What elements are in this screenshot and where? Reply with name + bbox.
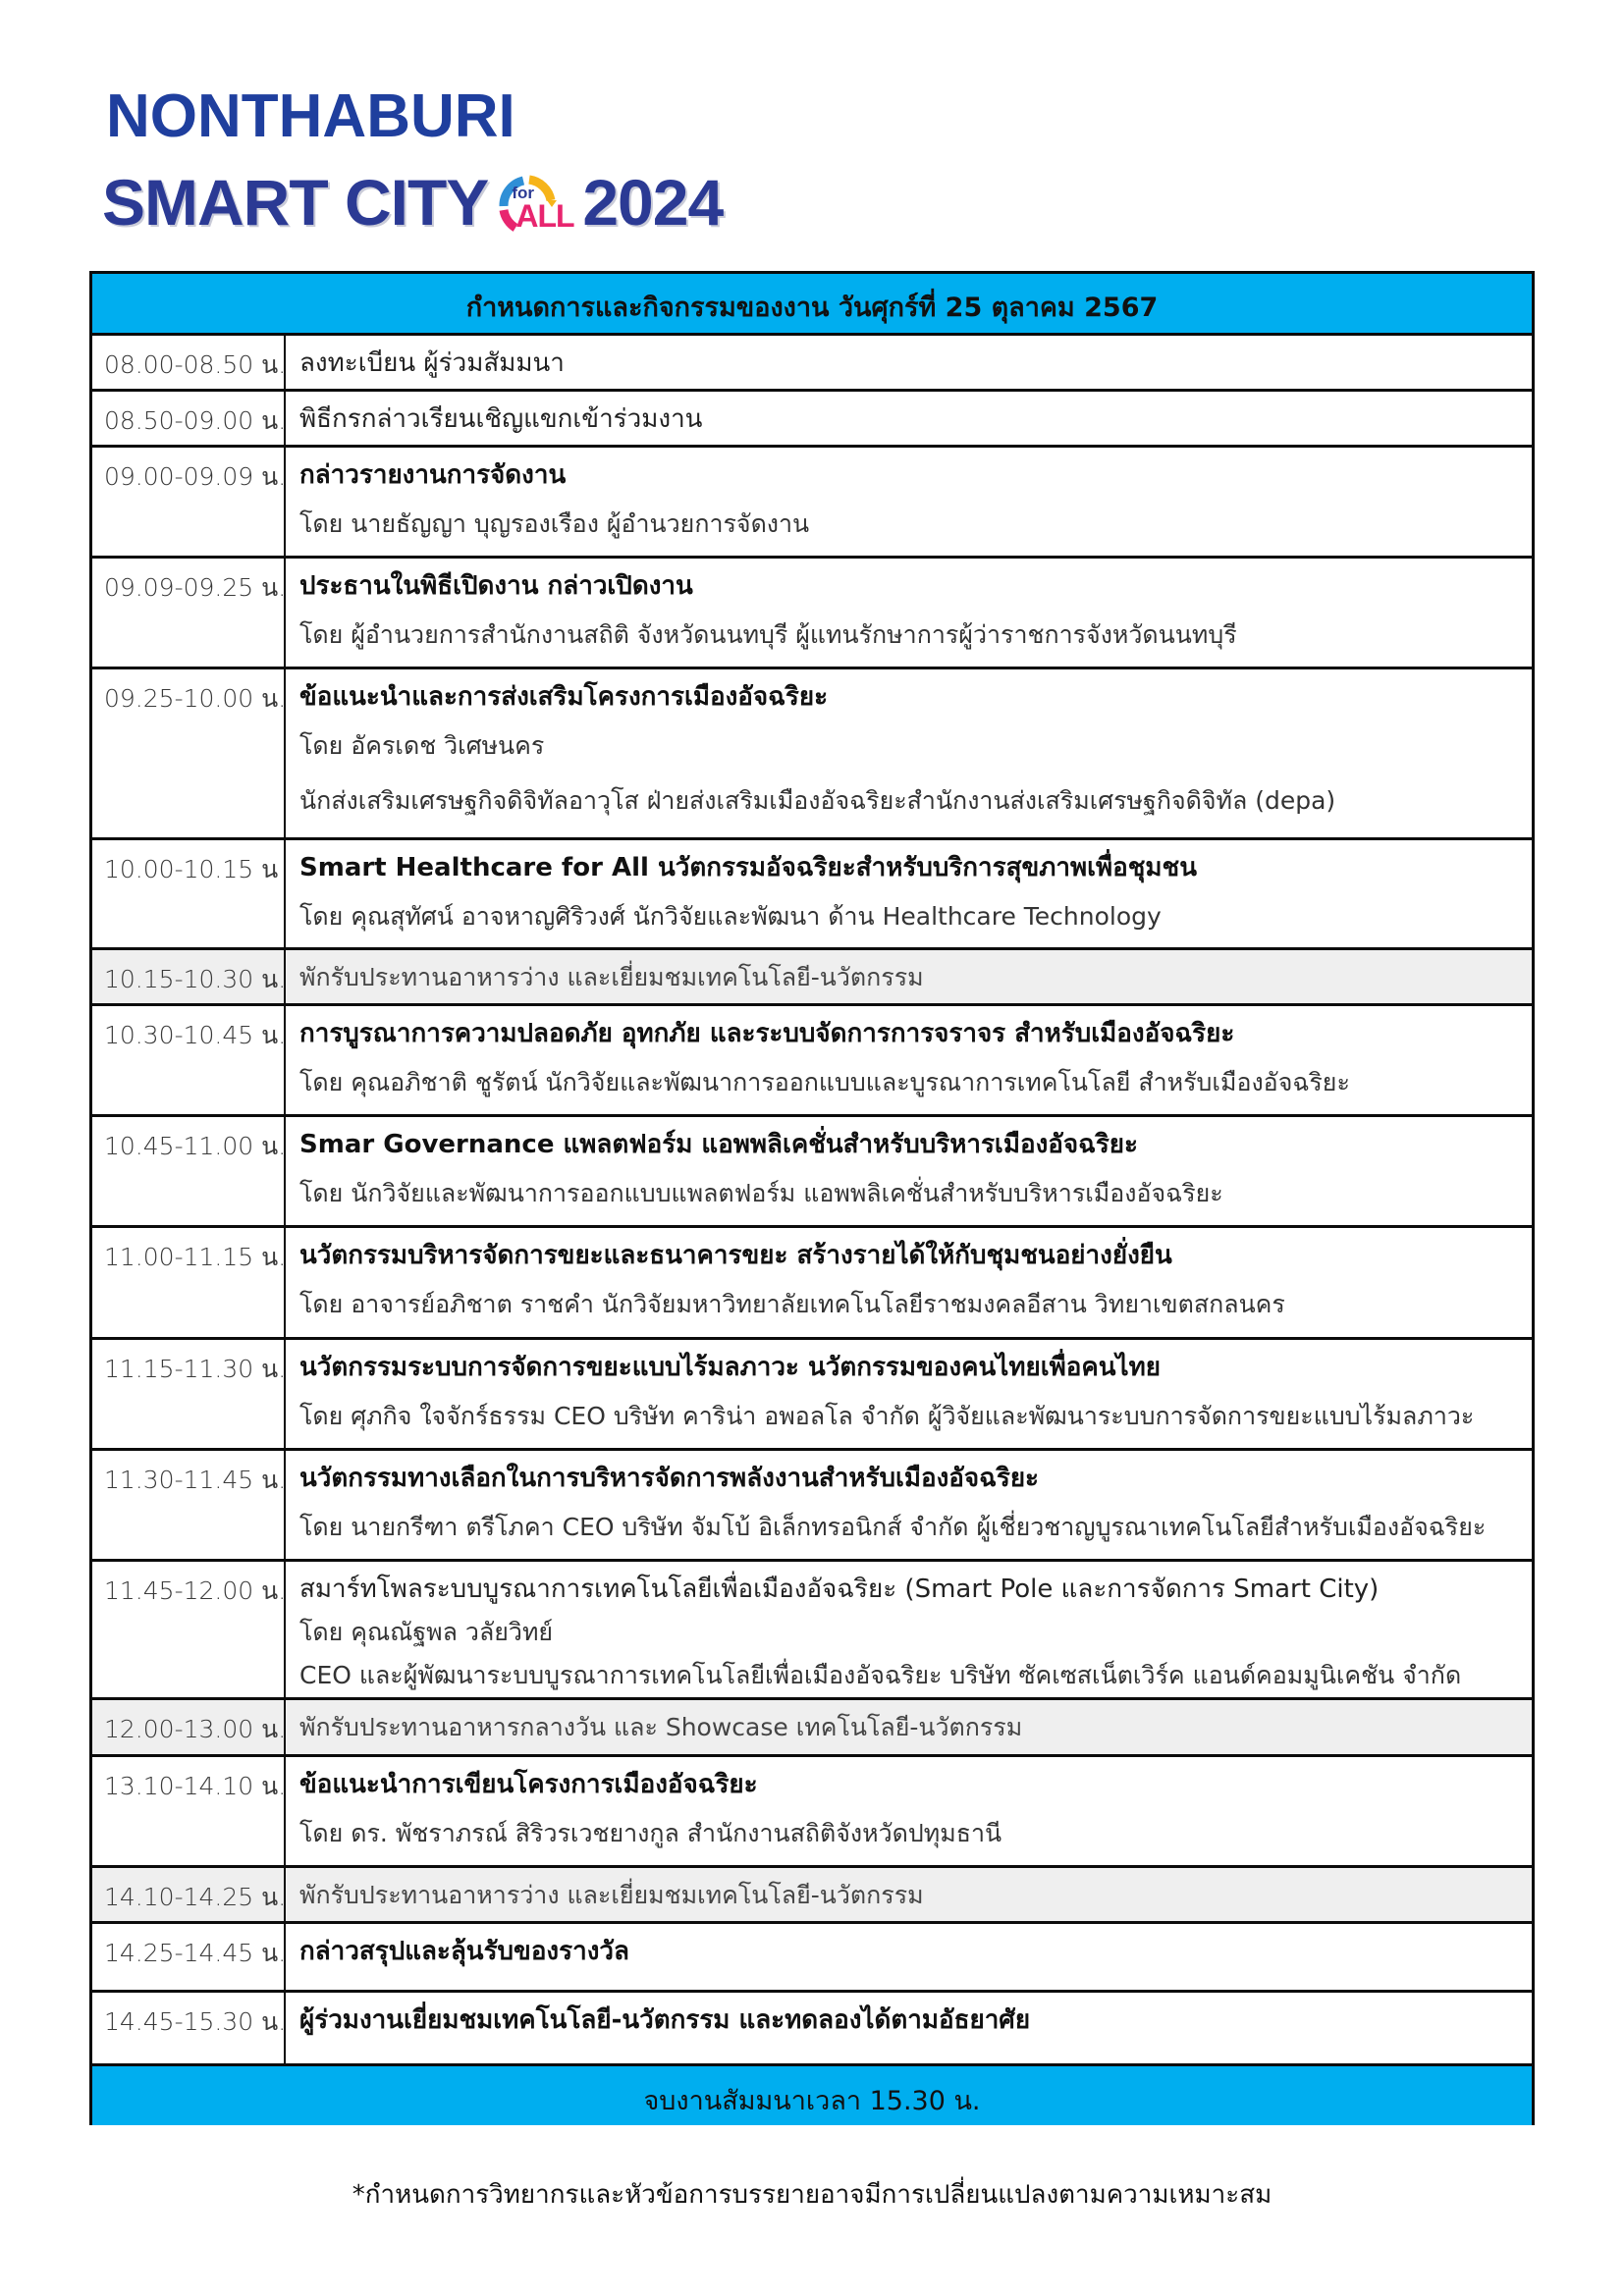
row-content	[286, 1868, 1532, 1921]
schedule-row-break	[92, 1865, 1532, 1921]
schedule-row	[92, 1003, 1532, 1114]
session-title: Smart Healthcare for All นวัตกรรมอัจฉริยะสำหรับบริการสุขภาพเพื่อชุมชน	[299, 853, 1197, 882]
logo-smart-city	[102, 167, 723, 238]
session-title: สมาร์ทโพลระบบบูรณาการเทคโนโลยีเพื่อเมืองอัจฉริยะ (Smart Pole และการจัดการ Smart City)	[299, 1575, 1380, 1604]
session-speaker: โดย นายธัญญา บุญรองเรือง ผู้อำนวยการจัดงาน	[299, 509, 810, 538]
session-speaker-detail: CEO และผู้พัฒนาระบบบูรณาการเทคโนโลยีเพื่อเมืองอัจฉริยะ บริษัท ซัคเซสเน็ตเวิร์ค แอนด์คอมมูนิเคชัน จำกัด	[299, 1661, 1462, 1689]
row-content	[286, 1006, 1532, 1114]
schedule-row	[92, 1990, 1532, 2063]
session-title: ข้อแนะนำและการส่งเสริมโครงการเมืองอัจฉริยะ	[299, 682, 829, 712]
row-time: 14.25-14.45 น.	[92, 1924, 286, 1990]
row-time: 10.45-11.00 น.	[92, 1117, 286, 1225]
session-title: การบูรณาการความปลอดภัย อุทกภัย และระบบจัดการการจราจร สำหรับเมืองอัจฉริยะ	[299, 1019, 1235, 1048]
schedule-row	[92, 1114, 1532, 1225]
session-speaker: โดย คุณณัฐพล วลัยวิทย์	[299, 1618, 554, 1646]
schedule-row-break	[92, 1697, 1532, 1754]
session-title: Smar Governance แพลตฟอร์ม แอพพลิเคชั่นสำหรับบริหารเมืองอัจฉริยะ	[299, 1130, 1138, 1159]
schedule-footer-text: จบงานสัมมนาเวลา 15.30 น.	[643, 2086, 981, 2116]
schedule-row	[92, 1754, 1532, 1865]
row-time: 10.15-10.30 น.	[92, 950, 286, 1003]
row-time: 14.10-14.25 น.	[92, 1868, 286, 1921]
session-speaker-detail: นักส่งเสริมเศรษฐกิจดิจิทัลอาวุโส ฝ่ายส่งเสริมเมืองอัจฉริยะสำนักงานส่งเสริมเศรษฐกิจดิจิทัล (depa)	[299, 786, 1336, 815]
session-title: พิธีกรกล่าวเรียนเชิญแขกเข้าร่วมงาน	[299, 404, 703, 434]
schedule-row	[92, 1448, 1532, 1559]
session-title: นวัตกรรมทางเลือกในการบริหารจัดการพลังงานสำหรับเมืองอัจฉริยะ	[299, 1464, 1040, 1493]
session-title: ข้อแนะนำการเขียนโครงการเมืองอัจฉริยะ	[299, 1770, 758, 1799]
row-time: 09.25-10.00 น.	[92, 669, 286, 837]
logo-for-text: for	[512, 184, 534, 202]
session-speaker: โดย อาจารย์อภิชาต ราชคำ นักวิจัยมหาวิทยาลัยเทคโนโลยีราชมงคลอีสาน วิทยาเขตสกลนคร	[299, 1290, 1285, 1318]
logo-nonthaburi: NONTHABURI	[106, 82, 515, 150]
row-content	[286, 1451, 1532, 1559]
session-title: ผู้ร่วมงานเยี่ยมชมเทคโนโลยี-นวัตกรรม และทดลองได้ตามอัธยาศัย	[299, 2005, 1031, 2035]
session-speaker: โดย นักวิจัยและพัฒนาการออกแบบแพลตฟอร์ม แอพพลิเคชั่นสำหรับบริหารเมืองอัจฉริยะ	[299, 1179, 1223, 1207]
session-speaker: โดย นายกรีฑา ตรีโภคา CEO บริษัท จัมโบ้ อิเล็กทรอนิกส์ จำกัด ผู้เชี่ยวชาญบูรณาเทคโนโลยีสำหรับเมืองอัจฉริยะ	[299, 1513, 1487, 1541]
row-content	[286, 1340, 1532, 1448]
row-content	[286, 559, 1532, 667]
row-time: 11.45-12.00 น.	[92, 1562, 286, 1697]
row-content	[286, 336, 1532, 389]
row-time: 11.30-11.45 น.	[92, 1451, 286, 1559]
schedule-header	[92, 274, 1532, 333]
row-time: 09.09-09.25 น.	[92, 559, 286, 667]
row-time: 08.00-08.50 น.	[92, 336, 286, 389]
break-title: พักรับประทานอาหารว่าง และเยี่ยมชมเทคโนโลยี-นวัตกรรม	[299, 963, 924, 991]
session-title: นวัตกรรมบริหารจัดการขยะและธนาคารขยะ สร้างรายได้ให้กับชุมชนอย่างยั่งยืน	[299, 1241, 1172, 1270]
schedule-row	[92, 445, 1532, 556]
schedule-row	[92, 1225, 1532, 1337]
logo-for-all-mark	[494, 171, 574, 234]
logo-all-text: ALL	[515, 198, 574, 234]
row-time: 09.00-09.09 น.	[92, 448, 286, 556]
row-time: 11.00-11.15 น.	[92, 1228, 286, 1337]
schedule-footer	[92, 2063, 1532, 2125]
schedule-row	[92, 667, 1532, 837]
session-title: ลงทะเบียน ผู้ร่วมสัมมนา	[299, 348, 565, 378]
row-time: 11.15-11.30 น.	[92, 1340, 286, 1448]
row-content	[286, 1757, 1532, 1865]
session-speaker: โดย คุณสุทัศน์ อาจหาญศิริวงศ์ นักวิจัยและพัฒนา ด้าน Healthcare Technology	[299, 902, 1162, 931]
row-content	[286, 950, 1532, 1003]
row-time: 10.00-10.15 น	[92, 840, 286, 947]
logo-year: 2024	[582, 166, 724, 239]
footnote: *กำหนดการวิทยากรและหัวข้อการบรรยายอาจมีการเปลี่ยนแปลงตามความเหมาะสม	[352, 2180, 1272, 2210]
session-title: นวัตกรรมระบบการจัดการขยะแบบไร้มลภาวะ นวัตกรรมของคนไทยเพื่อคนไทย	[299, 1353, 1161, 1382]
session-title: กล่าวสรุปและลุ้นรับของรางวัล	[299, 1937, 629, 1966]
schedule-row	[92, 333, 1532, 389]
row-time: 13.10-14.10 น.	[92, 1757, 286, 1865]
row-time: 14.45-15.30 น.	[92, 1993, 286, 2063]
schedule-row	[92, 1559, 1532, 1697]
row-content	[286, 669, 1532, 837]
row-content	[286, 1700, 1532, 1754]
schedule-header-title: กำหนดการและกิจกรรมของงาน วันศุกร์ที่ 25 ตุลาคม 2567	[465, 293, 1159, 323]
session-speaker: โดย อัครเดช วิเศษนคร	[299, 731, 545, 760]
row-content	[286, 1924, 1532, 1990]
row-time: 10.30-10.45 น.	[92, 1006, 286, 1114]
schedule-row	[92, 837, 1532, 947]
schedule-table	[89, 271, 1535, 2125]
session-speaker: โดย คุณอภิชาติ ชูรัตน์ นักวิจัยและพัฒนาการออกแบบและบูรณาการเทคโนโลยี สำหรับเมืองอัจฉริยะ	[299, 1068, 1350, 1096]
row-time: 08.50-09.00 น.	[92, 392, 286, 445]
row-content	[286, 448, 1532, 556]
logo-smart-city-text: SMART CITY	[102, 166, 489, 239]
session-speaker: โดย ผู้อำนวยการสำนักงานสถิติ จังหวัดนนทบุรี ผู้แทนรักษาการผู้ว่าราชการจังหวัดนนทบุรี	[299, 620, 1237, 649]
schedule-row	[92, 1921, 1532, 1990]
session-speaker: โดย ศุภกิจ ใจจักร์ธรรม CEO บริษัท คาริน่า อพอลโล จำกัด ผู้วิจัยและพัฒนาระบบการจัดการขยะแบบไร้มลภาวะ	[299, 1402, 1475, 1430]
schedule-row	[92, 1337, 1532, 1448]
row-content	[286, 1993, 1532, 2063]
row-content	[286, 392, 1532, 445]
schedule-row-break	[92, 947, 1532, 1003]
session-title: กล่าวรายงานการจัดงาน	[299, 460, 567, 490]
row-content	[286, 1228, 1532, 1337]
row-content	[286, 840, 1532, 947]
row-time: 12.00-13.00 น.	[92, 1700, 286, 1754]
schedule-row	[92, 389, 1532, 445]
session-speaker: โดย ดร. พัชราภรณ์ สิริวรเวชยางกูล สำนักงานสถิติจังหวัดปทุมธานี	[299, 1819, 1002, 1847]
row-content	[286, 1562, 1532, 1697]
row-content	[286, 1117, 1532, 1225]
break-title: พักรับประทานอาหารว่าง และเยี่ยมชมเทคโนโลยี-นวัตกรรม	[299, 1881, 924, 1909]
schedule-row	[92, 556, 1532, 667]
session-title: ประธานในพิธีเปิดงาน กล่าวเปิดงาน	[299, 571, 693, 601]
break-title: พักรับประทานอาหารกลางวัน และ Showcase เทคโนโลยี-นวัตกรรม	[299, 1713, 1023, 1741]
